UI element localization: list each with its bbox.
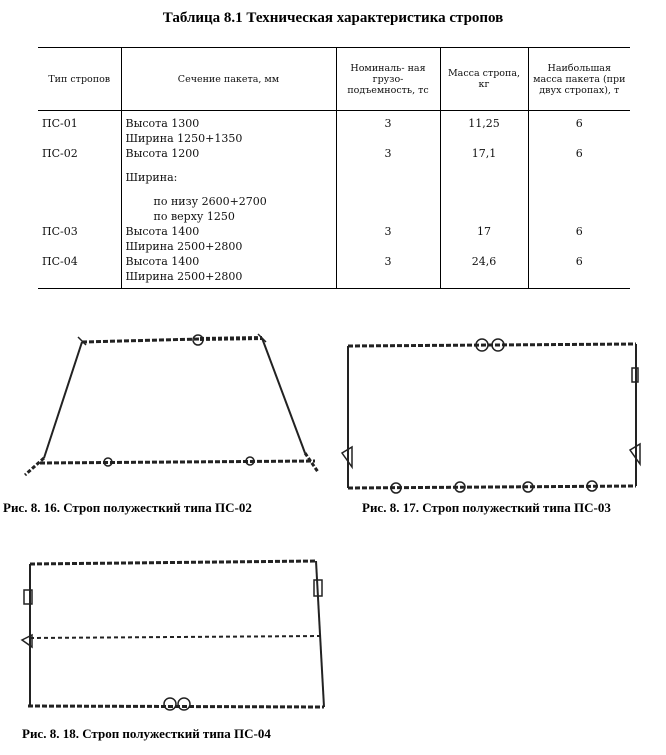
cell-max-mass: 6 bbox=[528, 111, 630, 147]
cell-max-mass: 6 bbox=[528, 224, 630, 254]
cell-type: ПС-01 bbox=[42, 117, 78, 130]
cell-capacity: 3 bbox=[336, 146, 440, 224]
section-line: Высота 1300 bbox=[125, 117, 200, 130]
cell-type: ПС-04 bbox=[38, 254, 121, 289]
section-line: Высота 1200 bbox=[125, 147, 200, 160]
cell-max-mass: 6 bbox=[528, 254, 630, 289]
cell-section bbox=[121, 146, 336, 224]
figure-caption: Рис. 8. 17. Строп полужесткий типа ПС-03 bbox=[362, 500, 611, 515]
cell-capacity: 3 bbox=[336, 224, 440, 254]
sling-ps04-figure bbox=[18, 550, 338, 720]
section-line: Высота 1400 bbox=[125, 255, 200, 268]
cell-capacity: 3 bbox=[336, 254, 440, 289]
figure-caption: Рис. 8. 18. Строп полужесткий типа ПС-04 bbox=[22, 726, 271, 741]
table-row bbox=[38, 111, 630, 147]
cell-mass: 17 bbox=[440, 224, 528, 254]
header-type: Тип стропов bbox=[48, 73, 111, 85]
section-line: по низу 2600+2700 bbox=[153, 195, 267, 208]
section-line: Ширина: bbox=[125, 171, 178, 184]
header-max-mass: Наибольшая масса пакета (при двух стропах), т bbox=[528, 48, 630, 111]
cell-mass: 24,6 bbox=[440, 254, 528, 289]
cell-section bbox=[121, 111, 336, 147]
figure-caption: Рис. 8. 16. Строп полужесткий типа ПС-02 bbox=[3, 500, 252, 515]
header-section: Сечение пакета, мм bbox=[121, 48, 336, 111]
table-row bbox=[38, 146, 630, 224]
cell-type: ПС-02 bbox=[42, 147, 78, 160]
cell-mass: 11,25 bbox=[440, 111, 528, 147]
sling-ps02-figure bbox=[0, 325, 330, 490]
cell-mass: 17,1 bbox=[440, 146, 528, 224]
cell-section bbox=[121, 224, 336, 254]
cell-type: ПС-03 bbox=[42, 225, 78, 238]
spec-table bbox=[38, 47, 630, 289]
header-mass: Масса стропа, кг bbox=[440, 48, 528, 111]
table-title: Таблица 8.1 Техническая характеристика стропов bbox=[162, 10, 504, 26]
header-capacity: Номиналь- ная грузо- подъемность, тс bbox=[336, 48, 440, 111]
cell-section bbox=[121, 254, 336, 289]
cell-max-mass: 6 bbox=[528, 146, 630, 224]
table-row bbox=[38, 254, 630, 289]
table-row bbox=[38, 224, 630, 254]
section-line: по верху 1250 bbox=[153, 210, 235, 223]
section-line: Высота 1400 bbox=[125, 225, 200, 238]
sling-ps03-figure bbox=[336, 328, 644, 500]
cell-capacity: 3 bbox=[336, 111, 440, 147]
section-line: Ширина 2500+2800 bbox=[125, 270, 243, 283]
table-header-row bbox=[38, 48, 630, 111]
section-line: Ширина 2500+2800 bbox=[125, 240, 243, 253]
section-line: Ширина 1250+1350 bbox=[125, 132, 243, 145]
